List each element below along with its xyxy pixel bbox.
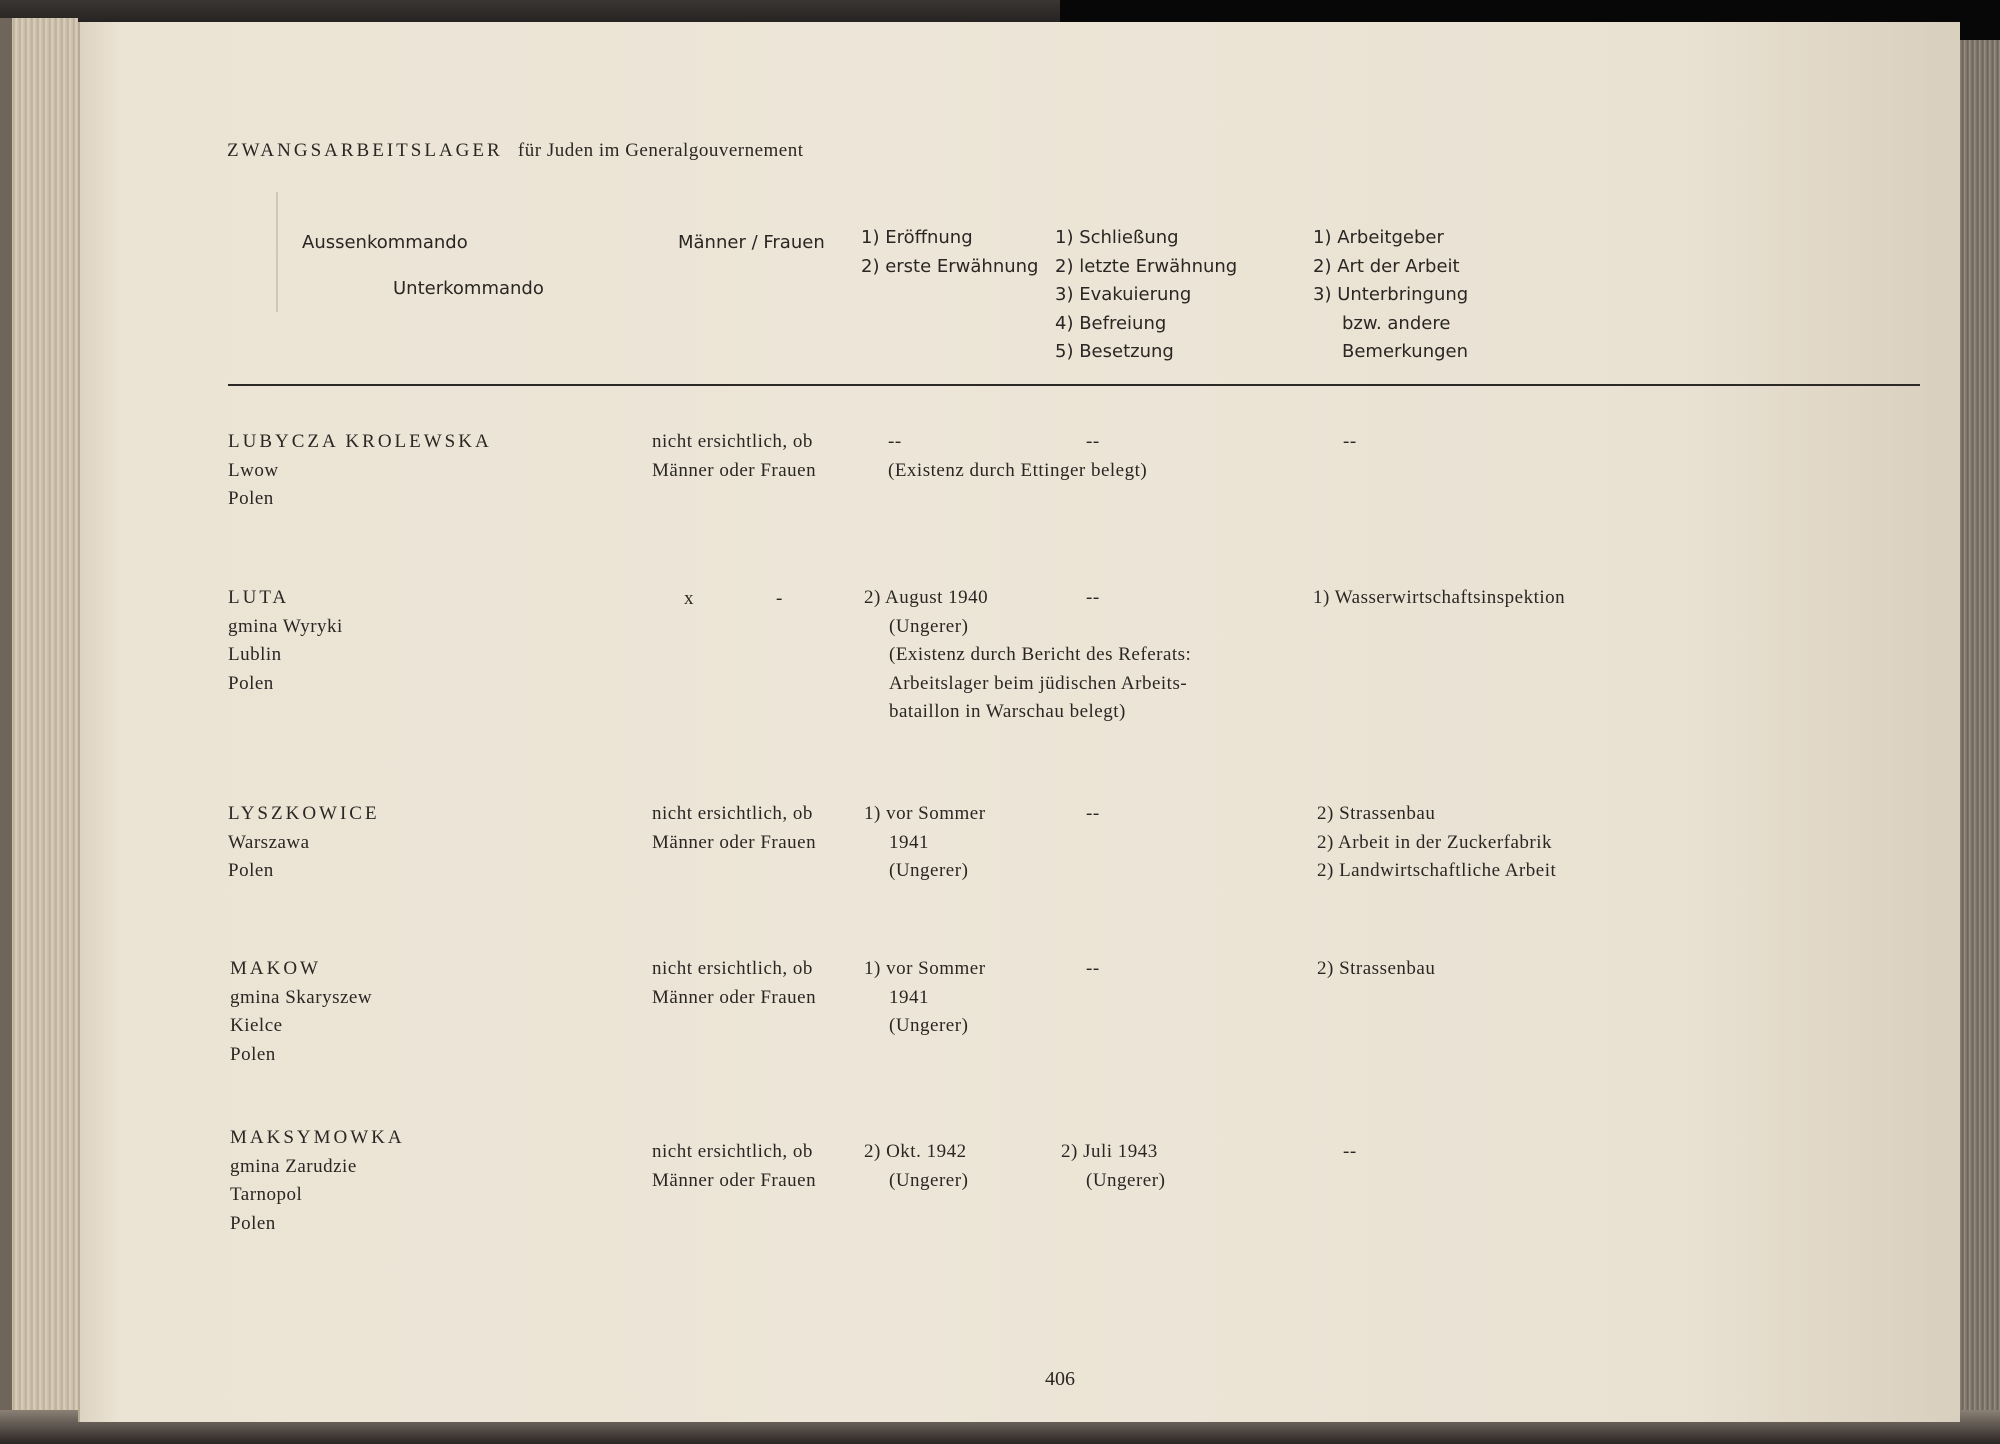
header-eroeffnung: 1) Eröffnung 2) erste Erwähnung	[861, 227, 1039, 277]
header-arbeitgeber: 1) Arbeitgeber 2) Art der Arbeit 3) Unterbringung bzw. andere Bemerkungen	[1313, 227, 1469, 362]
entry-employer: --	[1343, 431, 1357, 452]
entry-men-women: nicht ersichtlich, ob Männer oder Frauen	[652, 1141, 817, 1191]
entry-opening: -- (Existenz durch Ettinger belegt)	[888, 431, 1148, 481]
entry-place: LUTA gmina Wyryki Lublin Polen	[228, 587, 343, 694]
entry-closing: --	[1086, 958, 1100, 979]
entry-men-women: nicht ersichtlich, ob Männer oder Frauen	[652, 958, 817, 1008]
entry-employer: 2) Strassenbau 2) Arbeit in der Zuckerfabrik 2) Landwirtschaftliche Arbeit	[1317, 803, 1557, 881]
header-schliessung: 1) Schließung 2) letzte Erwähnung 3) Evakuierung 4) Befreiung 5) Besetzung	[1055, 227, 1238, 362]
entry-employer: 2) Strassenbau	[1317, 958, 1436, 979]
page-title	[227, 140, 804, 162]
entry-closing: --	[1086, 803, 1100, 824]
entry-closing: 2) Juli 1943 (Ungerer)	[1061, 1141, 1166, 1191]
entry-men-women: nicht ersichtlich, ob Männer oder Frauen	[652, 803, 817, 853]
entry-women-mark: -	[776, 588, 783, 609]
entry-opening: 1) vor Sommer 1941 (Ungerer)	[864, 958, 986, 1036]
entry-men-mark: x	[684, 588, 694, 609]
header-aussenkommando: Aussenkommando	[302, 232, 468, 253]
entry-employer: 1) Wasserwirtschaftsinspektion	[1313, 587, 1566, 608]
entry-closing: --	[1086, 431, 1100, 452]
header-maenner-frauen: Männer / Frauen	[678, 232, 825, 253]
page-crease	[276, 192, 278, 312]
entry-employer: --	[1343, 1141, 1357, 1162]
entry-place: LUBYCZA KROLEWSKA Lwow Polen	[228, 431, 492, 509]
entry-place: LYSZKOWICE Warszawa Polen	[228, 803, 380, 881]
page-number: 406	[1045, 1368, 1075, 1390]
entry-men-women: nicht ersichtlich, ob Männer oder Frauen	[652, 431, 817, 481]
header-divider	[228, 384, 1920, 386]
entry-closing: --	[1086, 587, 1100, 608]
title-spaced: ZWANGSARBEITSLAGER	[227, 140, 503, 161]
entry-opening: 2) Okt. 1942 (Ungerer)	[864, 1141, 969, 1191]
entry-place: MAKSYMOWKA gmina Zarudzie Tarnopol Polen	[230, 1127, 405, 1234]
entry-place: MAKOW gmina Skaryszew Kielce Polen	[230, 958, 373, 1065]
document-page	[78, 22, 1960, 1422]
header-unterkommando: Unterkommando	[393, 278, 544, 299]
entry-opening: 1) vor Sommer 1941 (Ungerer)	[864, 803, 986, 881]
title-rest: für Juden im Generalgouvernement	[517, 140, 804, 161]
entry-opening: 2) August 1940 (Ungerer) (Existenz durch Bericht des Referats: Arbeitslager beim jüdischen Arbeits- bataillon in Warschau belegt)	[864, 587, 1192, 722]
book-spine-shadow	[0, 18, 12, 1444]
